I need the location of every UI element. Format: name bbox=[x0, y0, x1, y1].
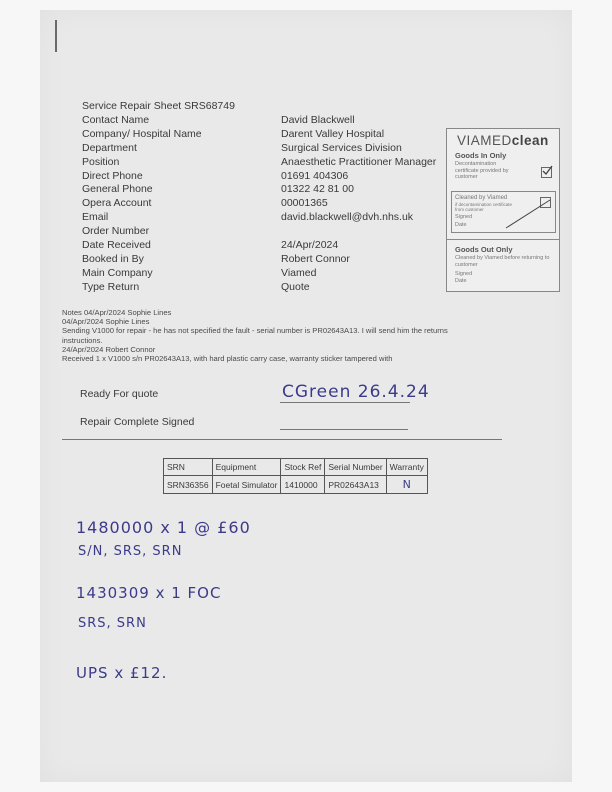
date-label: Date bbox=[455, 222, 467, 228]
field-label: Type Return bbox=[82, 280, 140, 293]
field-value: Quote bbox=[281, 280, 310, 293]
field-value bbox=[281, 225, 436, 239]
cleaned-sub: if decontamination certificate from customer bbox=[455, 202, 513, 212]
handwritten-line: S/N, SRS, SRN bbox=[78, 544, 183, 559]
sheet-title: Service Repair Sheet SRS68749 bbox=[82, 100, 235, 112]
cleaned-text: Cleaned by Viamed bbox=[455, 195, 508, 201]
field-label: Opera Account bbox=[82, 197, 152, 210]
field-value: 01691 404306 bbox=[281, 169, 349, 182]
field-value: Darent Valley Hospital bbox=[281, 127, 385, 140]
signed-label: Signed bbox=[455, 214, 473, 220]
note-line: 24/Apr/2024 Robert Connor bbox=[62, 344, 156, 354]
handwritten-line: 1480000 x 1 @ £60 bbox=[76, 518, 251, 537]
document-page bbox=[40, 10, 572, 782]
decon-text: Decontamination certificate provided by customer bbox=[455, 161, 509, 180]
signature-line bbox=[280, 402, 410, 403]
goods-out-heading: Goods Out Only bbox=[455, 245, 513, 254]
section-divider bbox=[62, 439, 502, 440]
field-label: Order Number bbox=[82, 225, 150, 238]
date-label: Date bbox=[455, 278, 467, 284]
field-value: Robert Connor bbox=[281, 252, 350, 265]
table-cell: PR02643A13 bbox=[325, 476, 386, 494]
table-header: Warranty bbox=[386, 459, 427, 476]
field-label: Direct Phone bbox=[82, 169, 143, 182]
field-value: Viamed bbox=[281, 266, 317, 279]
field-label: Date Received bbox=[82, 239, 151, 252]
table-header: SRN bbox=[164, 459, 213, 476]
field-label: General Phone bbox=[82, 183, 153, 196]
check-icon bbox=[541, 165, 553, 177]
field-label: Contact Name bbox=[82, 114, 150, 126]
out-text: Cleaned by Viamed before returning to customer bbox=[455, 255, 550, 268]
handwritten-line: 1430309 x 1 FOC bbox=[76, 584, 222, 602]
divider bbox=[447, 239, 559, 240]
brand-name: VIAMED bbox=[457, 133, 512, 148]
note-line: instructions. bbox=[62, 335, 103, 345]
goods-in-heading: Goods In Only bbox=[455, 151, 507, 160]
field-labels bbox=[82, 114, 202, 295]
field-label: Company/ Hospital Name bbox=[82, 127, 202, 140]
field-value: 01322 42 81 00 bbox=[281, 183, 354, 196]
note-line: 04/Apr/2024 Sophie Lines bbox=[62, 317, 150, 327]
note-line: Notes 04/Apr/2024 Sophie Lines bbox=[62, 308, 172, 317]
field-label: Department bbox=[82, 141, 137, 154]
notes-block bbox=[62, 308, 448, 363]
strike-line-icon bbox=[502, 198, 552, 230]
table-cell: N bbox=[386, 476, 427, 494]
table-cell: SRN36356 bbox=[164, 476, 213, 494]
brand-logo bbox=[457, 133, 549, 148]
note-line: Sending V1000 for repair - he has not specified the fault - serial number is PR02643A13. I will send him the returns bbox=[62, 326, 448, 336]
field-label: Email bbox=[82, 211, 109, 224]
field-label: Position bbox=[82, 155, 120, 168]
items-table bbox=[163, 458, 428, 494]
pen-mark bbox=[55, 20, 57, 52]
field-value: 00001365 bbox=[281, 197, 328, 210]
table-header-row bbox=[164, 459, 428, 476]
ready-label: Ready For quote bbox=[80, 388, 159, 400]
brand-suffix: clean bbox=[511, 133, 549, 148]
table-header: Stock Ref bbox=[281, 459, 325, 476]
field-label: Booked in By bbox=[82, 252, 144, 265]
viamed-clean-stamp bbox=[446, 128, 560, 292]
repair-label: Repair Complete Signed bbox=[80, 416, 195, 428]
field-label: Main Company bbox=[82, 266, 153, 279]
table-cell: Foetal Simulator bbox=[212, 476, 281, 494]
signed-label: Signed bbox=[455, 271, 473, 277]
signature-line bbox=[280, 429, 408, 430]
ready-signature: CGreen 26.4.24 bbox=[282, 382, 430, 402]
table-cell: 1410000 bbox=[281, 476, 325, 494]
field-value: David Blackwell bbox=[281, 114, 355, 126]
field-value: david.blackwell@dvh.nhs.uk bbox=[281, 211, 414, 224]
field-value: Anaesthetic Practitioner Manager bbox=[281, 155, 437, 168]
table-row bbox=[164, 476, 428, 494]
table-header: Equipment bbox=[212, 459, 281, 476]
note-line: Received 1 x V1000 s/n PR02643A13, with hard plastic carry case, warranty sticker tampered with bbox=[62, 354, 393, 364]
handwritten-line: SRS, SRN bbox=[78, 616, 147, 631]
cleaned-box bbox=[451, 191, 556, 233]
field-value: Surgical Services Division bbox=[281, 141, 402, 154]
handwritten-line: UPS x £12. bbox=[76, 664, 168, 682]
field-value: 24/Apr/2024 bbox=[281, 239, 339, 252]
table-header: Serial Number bbox=[325, 459, 386, 476]
field-values bbox=[281, 114, 436, 295]
